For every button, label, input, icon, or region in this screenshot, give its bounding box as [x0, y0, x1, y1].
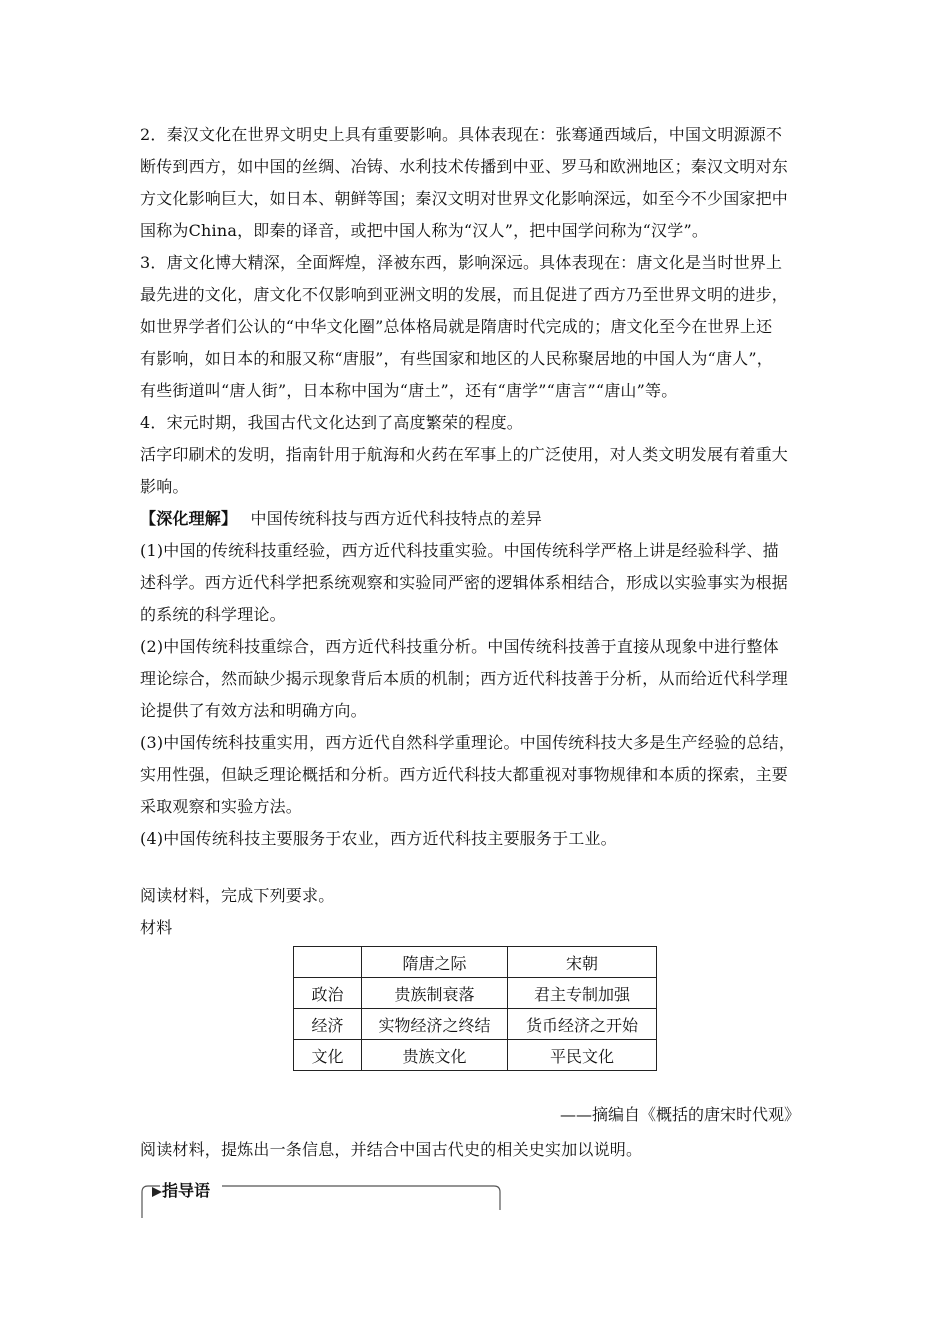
paragraph-qin-han [140, 119, 820, 247]
text-line: 有影响，如日本的和服又称“唐服”，有些国家和地区的人民称聚居地的中国人为“唐人”， [140, 349, 773, 368]
table-cell: 实物经济之终结 [362, 1009, 508, 1040]
table-cell: 君主专制加强 [508, 978, 657, 1009]
question-intro [140, 880, 820, 912]
table-cell: 贵族文化 [362, 1040, 508, 1071]
table-row-label: 文化 [294, 1040, 362, 1071]
text-line: 2．秦汉文化在世界文明史上具有重要影响。具体表现在：张骞通西域后，中国文明源源不 [140, 125, 783, 144]
text-line: 活字印刷术的发明，指南针用于航海和火药在军事上的广泛使用，对人类文明发展有着重大 [140, 445, 789, 464]
text-line: 方文化影响巨大，如日本、朝鲜等国；秦汉文明对世界文化影响深远，如至今不少国家把中 [140, 189, 789, 208]
text-line: 采取观察和实验方法。 [140, 797, 303, 816]
text-line: 实用性强，但缺乏理论概括和分析。西方近代科技大都重视对事物规律和本质的探索，主要 [140, 765, 789, 784]
text-line: 最先进的文化，唐文化不仅影响到亚洲文明的发展，而且促进了西方乃至世界文明的进步， [140, 285, 789, 304]
table-cell: 平民文化 [508, 1040, 657, 1071]
text-line: 理论综合，然而缺少揭示现象背后本质的机制；西方近代科技善于分析，从而给近代科学理 [140, 669, 789, 688]
deepen-item-3: (3)中国传统科技重实用，西方近代自然科学重理论。中国传统科技大多是生产经验的总结， [140, 733, 796, 752]
question-prompt-block [140, 1134, 820, 1166]
material-source: ——摘编自《概括的唐宋时代观》 [560, 1105, 801, 1124]
material-label-block [140, 912, 820, 944]
deepen-item-2: (2)中国传统科技重综合，西方近代科技重分析。中国传统科技善于直接从现象中进行整体 [140, 637, 779, 656]
deepen-section [140, 503, 820, 855]
text-line: 有些街道叫“唐人街”，日本称中国为“唐土”，还有“唐学”“唐言”“唐山”等。 [140, 381, 678, 400]
table-cell [294, 947, 362, 978]
question-instruction: 阅读材料，完成下列要求。 [140, 886, 335, 905]
table-cell: 贵族制衰落 [362, 978, 508, 1009]
guide-box [140, 1178, 502, 1218]
deepen-item-1: (1)中国的传统科技重经验，西方近代科技重实验。中国传统科学严格上讲是经验科学、描 [140, 541, 779, 560]
table-row [294, 1040, 657, 1071]
text-line: 的系统的科学理论。 [140, 605, 286, 624]
text-line: 影响。 [140, 477, 189, 496]
question-prompt: 阅读材料，提炼出一条信息，并结合中国古代史的相关史实加以说明。 [140, 1140, 643, 1159]
text-line: 论提供了有效方法和明确方向。 [140, 701, 367, 720]
table-header-cell: 隋唐之际 [362, 947, 508, 978]
deepen-item-4: (4)中国传统科技主要服务于农业，西方近代科技主要服务于工业。 [140, 829, 617, 848]
table-header-cell: 宋朝 [508, 947, 657, 978]
arrow-right-icon [142, 1182, 164, 1201]
table-cell: 货币经济之开始 [508, 1009, 657, 1040]
text-line: 4．宋元时期，我国古代文化达到了高度繁荣的程度。 [140, 413, 523, 432]
text-line: 述科学。西方近代科学把系统观察和实验同严密的逻辑体系相结合，形成以实验事实为根据 [140, 573, 789, 592]
deepen-heading [140, 503, 820, 535]
paragraph-tang [140, 247, 820, 407]
text-line: 3．唐文化博大精深，全面辉煌，泽被东西，影响深远。具体表现在：唐文化是当时世界上 [140, 253, 783, 272]
text-line: 国称为China，即秦的译音，或把中国人称为“汉人”，把中国学问称为“汉学”。 [140, 221, 709, 240]
material-table [293, 946, 657, 1071]
guide-label: 指导语 [162, 1178, 216, 1201]
table-row [294, 978, 657, 1009]
text-line: 如世界学者们公认的“中华文化圈”总体格局就是隋唐时代完成的；唐文化至今在世界上还 [140, 317, 773, 336]
table-row-label: 经济 [294, 1009, 362, 1040]
paragraph-song-yuan [140, 407, 820, 503]
deepen-title: 中国传统科技与西方近代科技特点的差异 [250, 509, 543, 528]
material-label: 材料 [140, 918, 173, 937]
table-header-row [294, 947, 657, 978]
deepen-tag: 【深化理解】 [140, 509, 238, 528]
table-row-label: 政治 [294, 978, 362, 1009]
text-line: 断传到西方，如中国的丝绸、冶铸、水利技术传播到中亚、罗马和欧洲地区；秦汉文明对东 [140, 157, 789, 176]
table-row [294, 1009, 657, 1040]
